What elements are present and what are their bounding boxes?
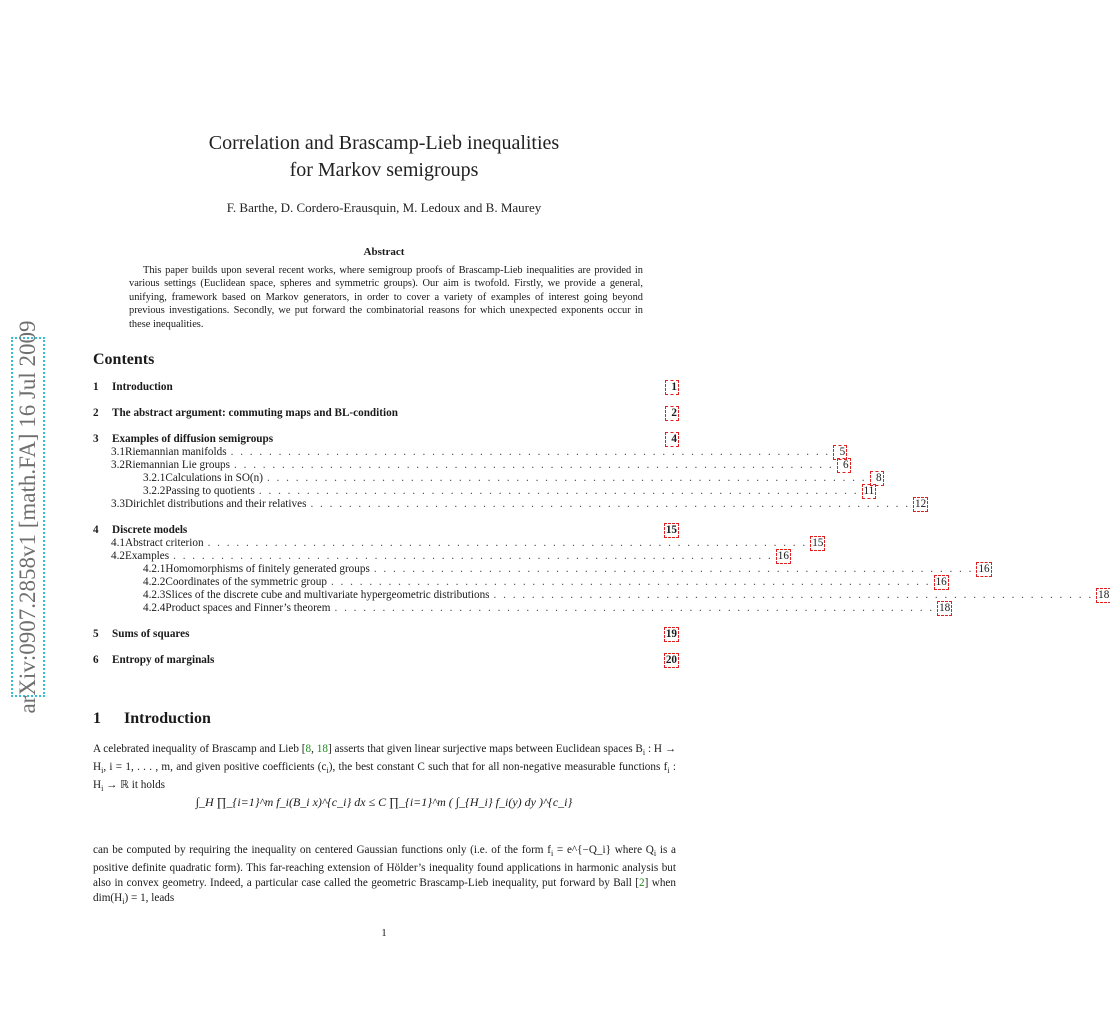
toc-entry-5[interactable]: 5 Sums of squares 19: [93, 628, 677, 640]
toc-page-link[interactable]: 2: [666, 407, 678, 420]
toc-page-link[interactable]: 5: [834, 446, 846, 459]
toc-entry-4-2-1[interactable]: 4.2.1 Homomorphisms of finitely generated groups . . . . . . . . . . . . . . . . . . . . . . . . . . . . . . . . . . . . . . . . . . . . . . . . . . . . . . . . . . . . . . . 16: [143, 563, 990, 575]
toc-entry-3-2-1[interactable]: 3.2.1 Calculations in SO(n) . . . . . . . . . . . . . . . . . . . . . . . . . . . . . . . . . . . . . . . . . . . . . . . . . . . . . . . . . . . . . . . 8: [143, 472, 882, 484]
toc-page-link[interactable]: 12: [915, 498, 927, 510]
authors: F. Barthe, D. Cordero-Erausquin, M. Ledoux and B. Maurey: [226, 200, 542, 215]
page-number: 1: [381, 927, 387, 939]
toc-leader-dots: . . . . . . . . . . . . . . . . . . . . . . . . . . . . . . . . . . . . . . . . . . . . . . . . . . . . . . . . . . . . . . .: [493, 589, 1094, 601]
toc-entry-3-1[interactable]: 3.1 Riemannian manifolds . . . . . . . . . . . . . . . . . . . . . . . . . . . . . . . . . . . . . . . . . . . . . . . . . . . . . . . . . . . . . . . 5: [111, 446, 846, 458]
toc-page-link[interactable]: 16: [777, 550, 789, 562]
toc-leader-dots: . . . . . . . . . . . . . . . . . . . . . . . . . . . . . . . . . . . . . . . . . . . . . . . . . . . . . . . . . . . . . . .: [207, 537, 808, 549]
toc-entry-1[interactable]: 1 Introduction 1: [93, 381, 677, 393]
citation-link[interactable]: 2: [639, 877, 645, 890]
toc-entry-4-1[interactable]: 4.1 Abstract criterion . . . . . . . . . . . . . . . . . . . . . . . . . . . . . . . . . . . . . . . . . . . . . . . . . . . . . . . . . . . . . . . 15: [111, 537, 824, 549]
toc-page-link[interactable]: 1: [666, 381, 678, 394]
toc-entry-3[interactable]: 3 Examples of diffusion semigroups 4: [93, 433, 677, 445]
title-line-2: for Markov semigroups: [289, 159, 479, 181]
abstract-text: This paper builds upon several recent works, where semigroup proofs of Brascamp-Lieb inequalities are provided in various settings (Euclidean space, spheres and symmetric groups). Our aim is twofold. Firstly, we provide a general, unifying, framework based on Markov generators, in order to cover a variety of examples of interest going beyond previous investigations. Secondly, we put forward the combinatorial reasons for which unexpected exponents occur in these inequalities.: [129, 265, 643, 330]
toc-page-link[interactable]: 18: [939, 602, 951, 614]
toc-page-link[interactable]: 4: [666, 433, 678, 446]
toc-page-link[interactable]: 15: [812, 537, 824, 549]
title-line-1: Correlation and Brascamp-Lieb inequalities: [208, 132, 560, 154]
toc-entry-3-2[interactable]: 3.2 Riemannian Lie groups . . . . . . . . . . . . . . . . . . . . . . . . . . . . . . . . . . . . . . . . . . . . . . . . . . . . . . . . . . . . . . . 6: [111, 459, 849, 471]
toc-page-link[interactable]: 16: [935, 576, 947, 588]
toc-entry-3-2-2[interactable]: 3.2.2 Passing to quotients . . . . . . . . . . . . . . . . . . . . . . . . . . . . . . . . . . . . . . . . . . . . . . . . . . . . . . . . . . . . . . . 11: [143, 485, 875, 497]
toc-leader-dots: . . . . . . . . . . . . . . . . . . . . . . . . . . . . . . . . . . . . . . . . . . . . . . . . . . . . . . . . . . . . . . .: [373, 563, 974, 575]
toc-entry-4[interactable]: 4 Discrete models 15: [93, 524, 677, 536]
toc-leader-dots: . . . . . . . . . . . . . . . . . . . . . . . . . . . . . . . . . . . . . . . . . . . . . . . . . . . . . . . . . . . . . . .: [173, 550, 773, 562]
toc-entry-4-2-4[interactable]: 4.2.4 Product spaces and Finner’s theorem . . . . . . . . . . . . . . . . . . . . . . . . . . . . . . . . . . . . . . . . . . . . . . . . . . . . . . . . . . . . . . . 18: [143, 602, 951, 614]
toc-entry-4-2-2[interactable]: 4.2.2 Coordinates of the symmetric group . . . . . . . . . . . . . . . . . . . . . . . . . . . . . . . . . . . . . . . . . . . . . . . . . . . . . . . . . . . . . . . 16: [143, 576, 947, 588]
toc-entry-2[interactable]: 2 The abstract argument: commuting maps and BL-condition 2: [93, 407, 677, 419]
citation-link[interactable]: 18: [316, 743, 328, 755]
arxiv-stamp: arXiv:0907.2858v1 [math.FA] 16 Jul 2009: [11, 337, 45, 697]
toc-entry-3-3[interactable]: 3.3 Dirichlet distributions and their relatives . . . . . . . . . . . . . . . . . . . . . . . . . . . . . . . . . . . . . . . . . . . . . . . . . . . . . . . . . . . . . . . 12: [111, 498, 927, 510]
toc-leader-dots: . . . . . . . . . . . . . . . . . . . . . . . . . . . . . . . . . . . . . . . . . . . . . . . . . . . . . . . . . . . . . . .: [258, 485, 859, 497]
toc-page-link[interactable]: 19: [665, 628, 677, 640]
toc-page-link[interactable]: 15: [665, 524, 677, 536]
intro-paragraph-1: A celebrated inequality of Brascamp and Lieb [8, 18] asserts that given linear surjective maps between Euclidean spaces $B_i$ : $H \to H_i$, i = 1, . . . , m, and given positive coefficients $(c_i)$, the best constant C such that for all non-negative measurable functions $f_i$ : $H_i$ → ℝ it holds: [93, 743, 677, 794]
contents-heading: Contents: [93, 351, 155, 368]
toc-leader-dots: . . . . . . . . . . . . . . . . . . . . . . . . . . . . . . . . . . . . . . . . . . . . . . . . . . . . . . . . . . . . . . .: [230, 446, 831, 458]
paper-title: [0, 130, 768, 184]
toc-leader-dots: . . . . . . . . . . . . . . . . . . . . . . . . . . . . . . . . . . . . . . . . . . . . . . . . . . . . . . . . . . . . . . .: [334, 602, 935, 614]
toc-leader-dots: . . . . . . . . . . . . . . . . . . . . . . . . . . . . . . . . . . . . . . . . . . . . . . . . . . . . . . . . . . . . . . .: [266, 472, 867, 484]
toc-leader-dots: . . . . . . . . . . . . . . . . . . . . . . . . . . . . . . . . . . . . . . . . . . . . . . . . . . . . . . . . . . . . . . .: [310, 498, 911, 510]
toc-leader-dots: . . . . . . . . . . . . . . . . . . . . . . . . . . . . . . . . . . . . . . . . . . . . . . . . . . . . . . . . . . . . . . .: [234, 459, 834, 471]
intro-paragraph-2: can be computed by requiring the inequality on centered Gaussian functions only (i.e. of the form $f_i$ = e^{−Q_i} where $Q_i$ is a positive definite quadratic form). This far-reaching extension of Hölder’s inequality found applications in harmonic analysis but also in convex geometry. Indeed, a particular case called the geometric Brascamp-Lieb inequality, put forward by Ball [2] when $dim(H_i) = 1$, leads: [93, 844, 676, 907]
section-heading-introduction: 1 Introduction: [93, 710, 211, 727]
toc-page-link[interactable]: 11: [863, 485, 875, 497]
toc-leader-dots: . . . . . . . . . . . . . . . . . . . . . . . . . . . . . . . . . . . . . . . . . . . . . . . . . . . . . . . . . . . . . . .: [330, 576, 931, 588]
brascamp-lieb-formula: ∫_H ∏_{i=1}^m f_i(B_i x)^{c_i} dx ≤ C ∏_{i=1}^m ( ∫_{H_i} f_i(y) dy )^{c_i}: [195, 795, 573, 809]
abstract-heading: Abstract: [363, 246, 405, 258]
toc-page-link[interactable]: 6: [838, 459, 850, 472]
toc-page-link[interactable]: 20: [665, 654, 677, 666]
toc-entry-4-2-3[interactable]: 4.2.3 Slices of the discrete cube and multivariate hypergeometric distributions . . . . . . . . . . . . . . . . . . . . . . . . . . . . . . . . . . . . . . . . . . . . . . . . . . . . . . . . . . . . . . . 18: [143, 589, 1110, 601]
citation-link[interactable]: 8: [305, 743, 312, 755]
table-of-contents: [93, 381, 1110, 667]
toc-page-link[interactable]: 16: [978, 563, 990, 575]
toc-page-link[interactable]: 8: [871, 472, 883, 485]
toc-entry-6[interactable]: 6 Entropy of marginals 20: [93, 654, 677, 666]
toc-page-link[interactable]: 18: [1098, 589, 1110, 601]
toc-entry-4-2[interactable]: 4.2 Examples . . . . . . . . . . . . . . . . . . . . . . . . . . . . . . . . . . . . . . . . . . . . . . . . . . . . . . . . . . . . . . . 16: [111, 550, 789, 562]
